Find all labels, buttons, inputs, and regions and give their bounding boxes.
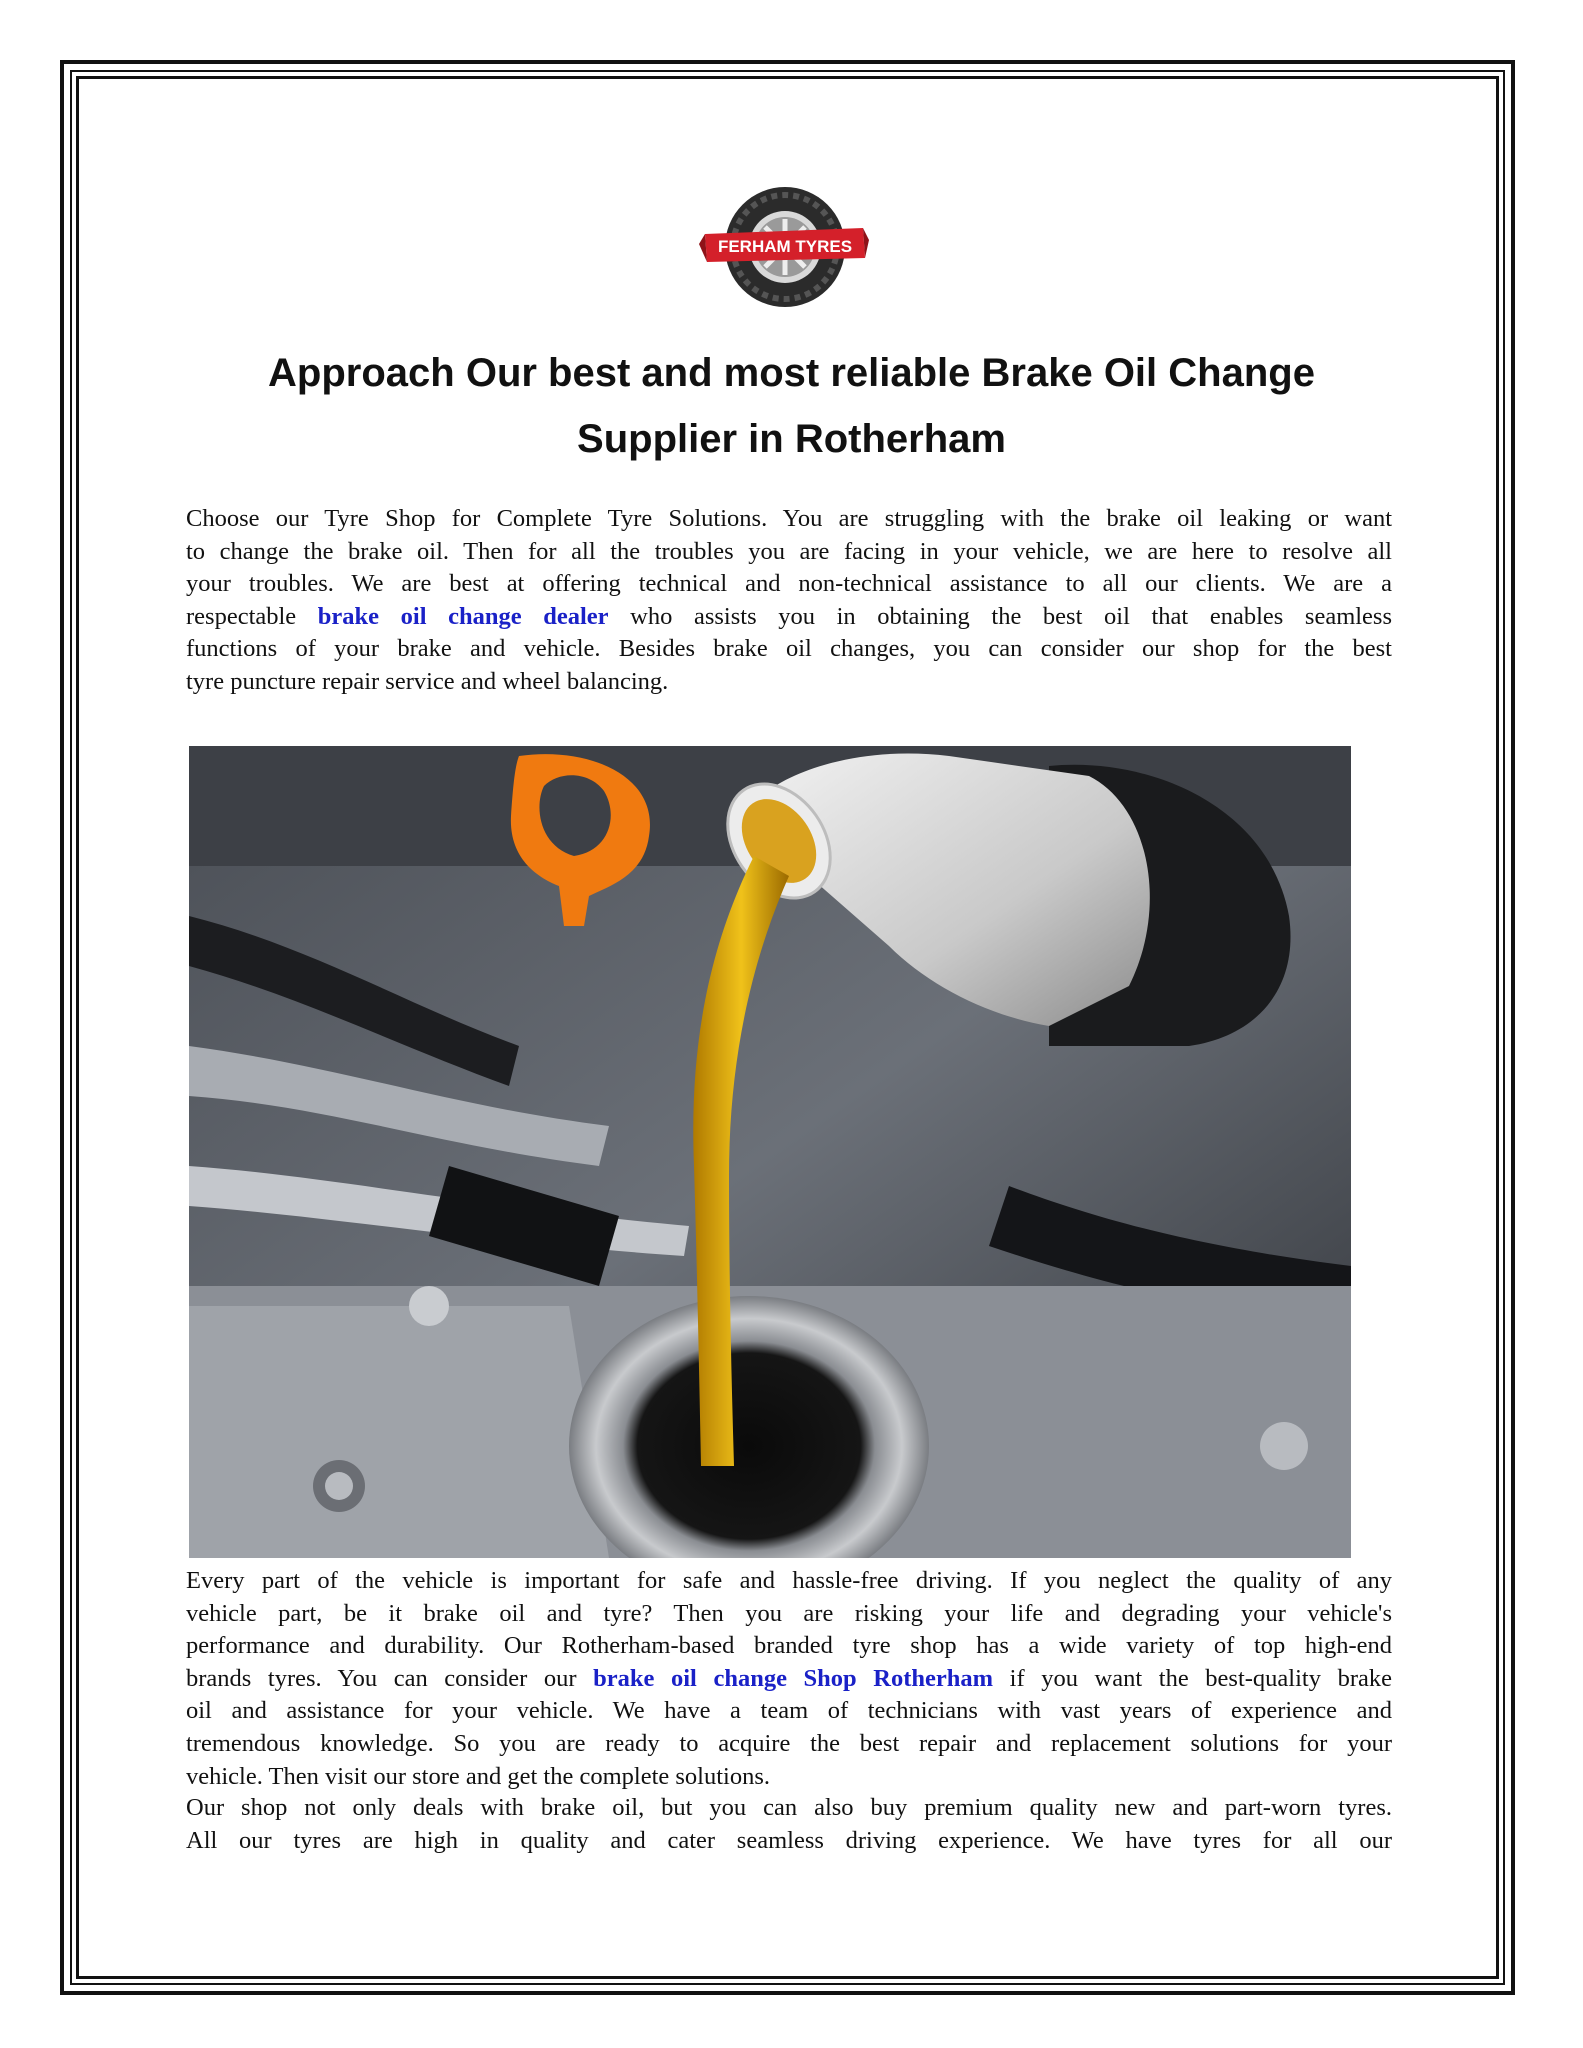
tyre-logo-icon	[699, 182, 869, 312]
text-line: All our tyres are high in quality and cater seamless driving experience. We have tyres for all our	[186, 1826, 1392, 1854]
text-line: Choose our Tyre Shop for Complete Tyre Solutions. You are struggling with the brake oil leaking or want	[186, 505, 1392, 532]
brake-oil-change-shop-link[interactable]: brake oil change Shop Rotherham	[593, 1664, 994, 1692]
text-line: your troubles. We are best at offering technical and non-technical assistance to all our clients. We are a	[186, 570, 1392, 598]
body-paragraph-3	[186, 1792, 1392, 1857]
page-title	[200, 340, 1383, 472]
text-line: Our shop not only deals with brake oil, but you can also buy premium quality new and part-worn tyres.	[186, 1794, 1392, 1821]
text-line: vehicle. Then visit our store and get the complete solutions.	[186, 1762, 771, 1790]
title-line-1: Approach Our best and most reliable Brake Oil Change	[268, 351, 1315, 395]
oil-pour-photo	[189, 746, 1351, 1558]
brake-oil-change-dealer-link[interactable]: brake oil change dealer	[317, 602, 609, 630]
body-paragraph-2	[186, 1565, 1392, 1793]
text-line: performance and durability. Our Rotherham-based branded tyre shop has a wide variety of top high-end	[186, 1632, 1392, 1660]
text-line: functions of your brake and vehicle. Besides brake oil changes, you can consider our shop for the best	[186, 635, 1392, 663]
text-line: vehicle part, be it brake oil and tyre? Then you are risking your life and degrading your vehicle's	[186, 1599, 1392, 1627]
text-line: brands tyres. You can consider our brake oil change Shop Rotherham if you want the best-quality brake	[186, 1664, 1392, 1692]
text-line: respectable brake oil change dealer who assists you in obtaining the best oil that enables seamless	[186, 602, 1393, 630]
intro-paragraph	[186, 503, 1392, 699]
text-line: to change the brake oil. Then for all the troubles you are facing in your vehicle, we are here to resolve all	[186, 537, 1392, 565]
text-line: tyre puncture repair service and wheel balancing.	[186, 667, 669, 695]
logo-text: FERHAM TYRES	[717, 237, 853, 256]
text-line: tremendous knowledge. So you are ready to acquire the best repair and replacement solutions for your	[186, 1729, 1392, 1757]
text-line: Every part of the vehicle is important for safe and hassle-free driving. If you neglect the quality of any	[186, 1567, 1392, 1594]
text-line: oil and assistance for your vehicle. We have a team of technicians with vast years of experience and	[186, 1697, 1392, 1725]
title-line-2: Supplier in Rotherham	[577, 417, 1006, 461]
